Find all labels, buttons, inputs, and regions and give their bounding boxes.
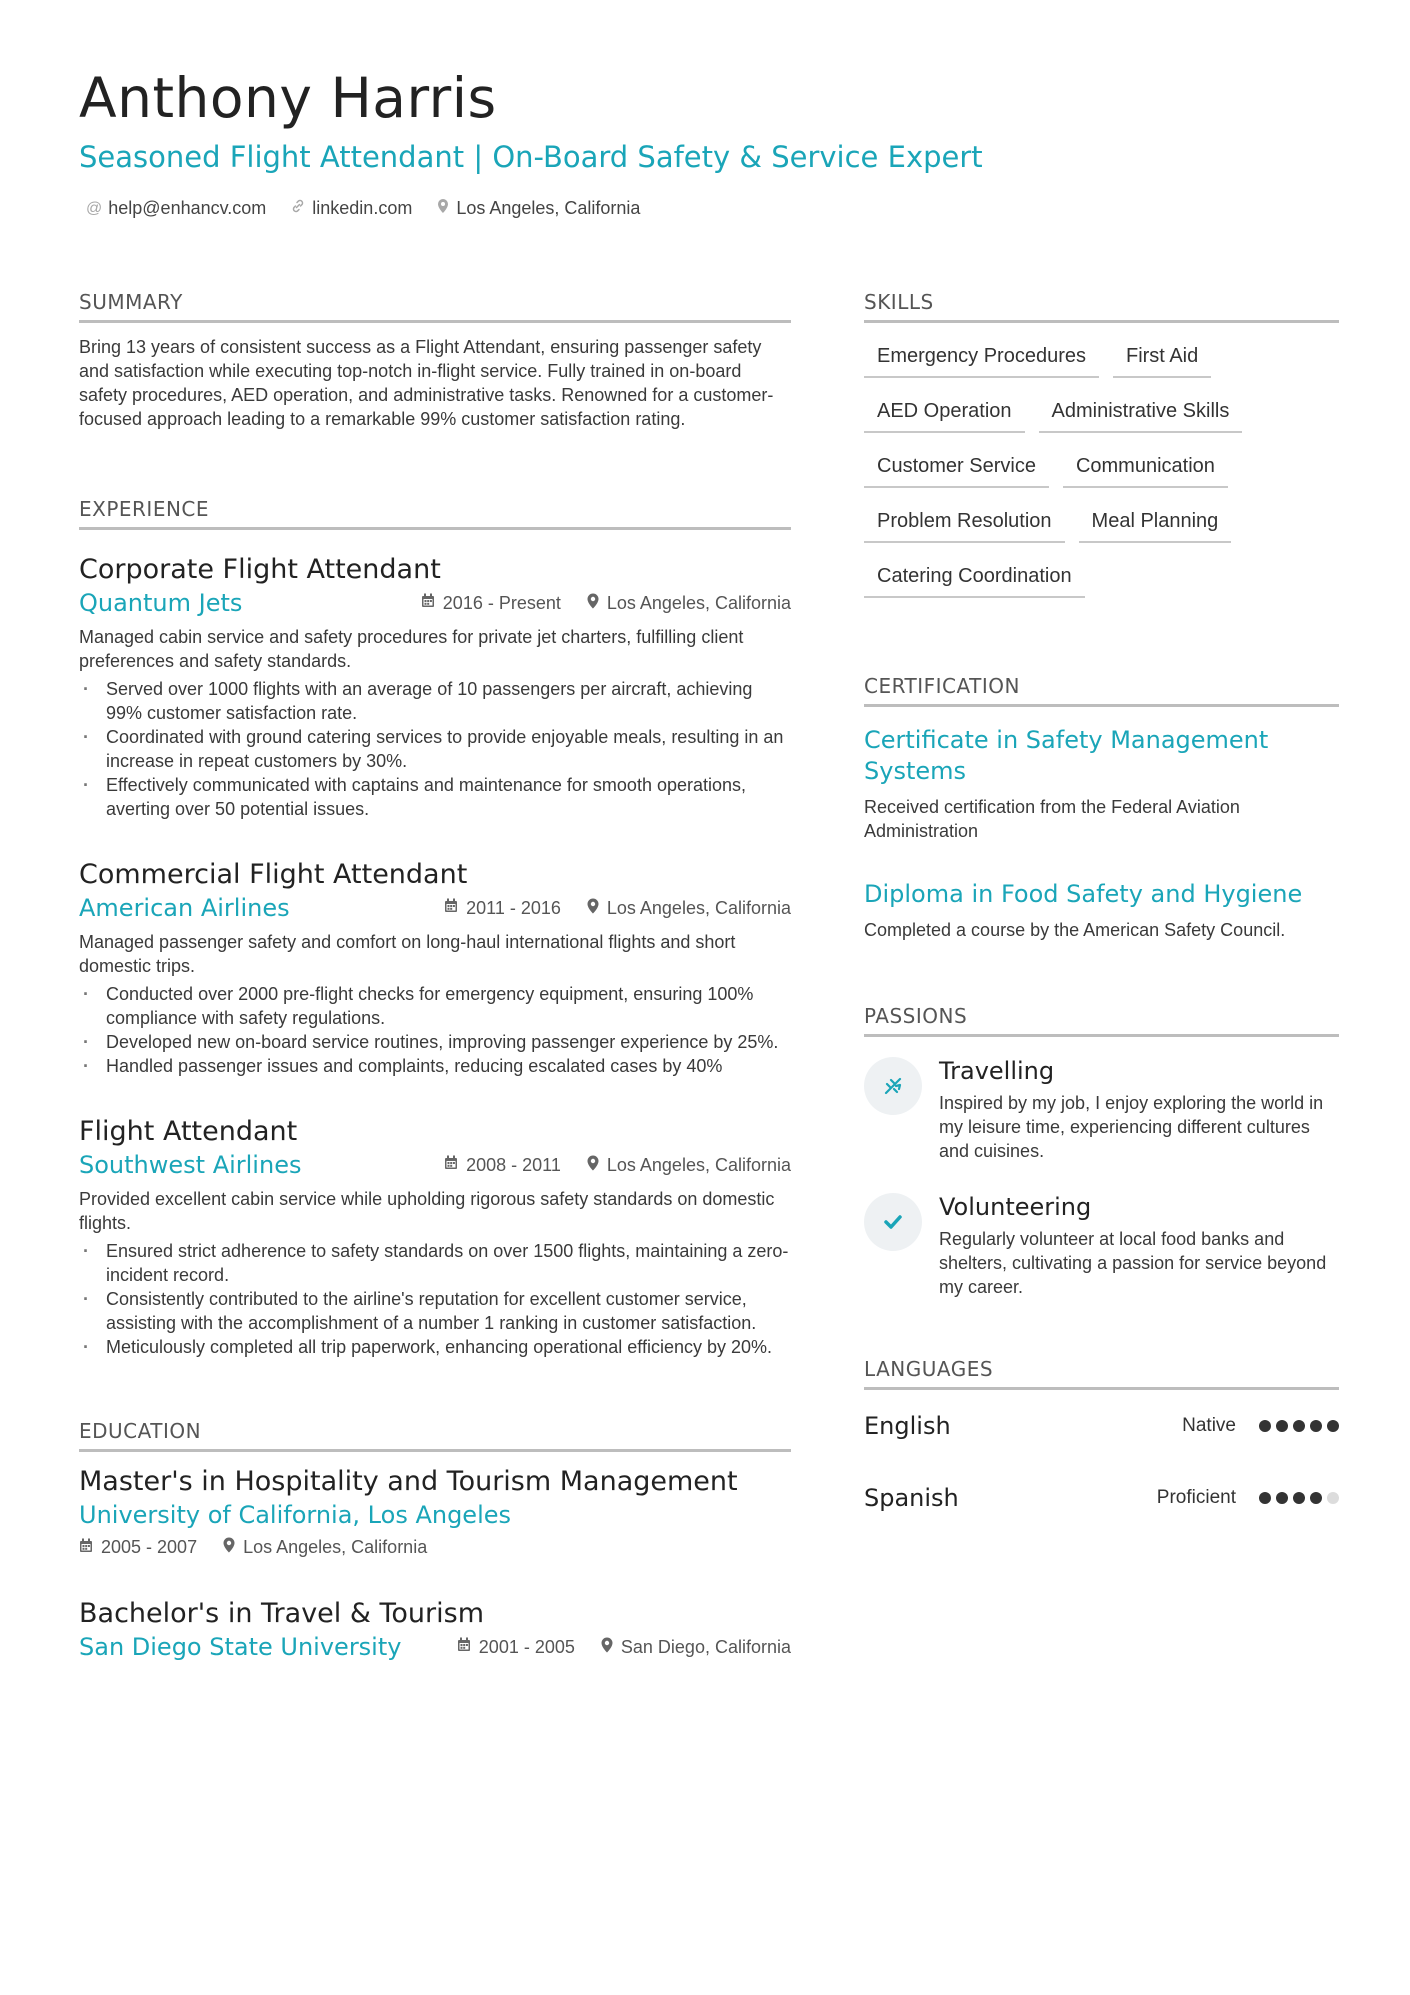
job-location: Los Angeles, California: [606, 1154, 791, 1175]
job-dates: 2016 - Present: [442, 592, 561, 613]
skill-tag: Customer Service: [864, 445, 1049, 488]
skill-tag: Problem Resolution: [864, 500, 1065, 543]
link-icon: [290, 198, 306, 219]
certification-title: Certificate in Safety Management Systems: [864, 726, 1269, 785]
job-entry: [79, 1116, 791, 1359]
certification-heading: CERTIFICATION: [864, 674, 1339, 707]
bullet-item: · Conducted over 2000 pre-flight checks for emergency equipment, ensuring 100% compliance with safety regulations.: [79, 982, 791, 1030]
certification-description: Received certification from the Federal Aviation Administration: [864, 797, 1240, 841]
language-rating: [1254, 1420, 1339, 1432]
education-heading: EDUCATION: [79, 1419, 791, 1452]
skill-tag: First Aid: [1113, 335, 1211, 378]
certification-description: Completed a course by the American Safety Council.: [864, 920, 1286, 940]
summary-section: [79, 290, 791, 431]
job-title: Corporate Flight Attendant: [79, 554, 441, 585]
calendar-icon: [444, 1155, 458, 1175]
job-entry: [79, 859, 791, 1078]
education-section: [79, 1419, 791, 1661]
bullet-item: · Ensured strict adherence to safety standards on over 1500 flights, maintaining a zero-incident record.: [79, 1239, 791, 1287]
job-bullets: [79, 982, 791, 1078]
skill-tag: Communication: [1063, 445, 1228, 488]
degree-title: Master's in Hospitality and Tourism Management: [79, 1466, 738, 1497]
contact-location: [436, 198, 640, 219]
bullet-item: · Consistently contributed to the airline's reputation for excellent customer service, assisting with the accomplishment of a number 1 ranking in customer satisfaction.: [79, 1287, 791, 1335]
passions-heading: PASSIONS: [864, 1004, 1339, 1037]
job-location: Los Angeles, California: [606, 592, 791, 613]
job-entry: [79, 554, 791, 821]
school-name: San Diego State University: [79, 1633, 402, 1661]
rating-dot-filled: [1276, 1492, 1288, 1504]
education-entry: [79, 1598, 791, 1661]
job-title: Flight Attendant: [79, 1116, 298, 1147]
certification-section: [864, 674, 1339, 942]
passion-description: Inspired by my job, I enjoy exploring the world in my leisure time, experiencing different cultures and cuisines.: [939, 1093, 1324, 1161]
language-level: Native: [1182, 1415, 1236, 1436]
rating-dot-empty: [1327, 1492, 1339, 1504]
language-entry: [864, 1484, 1339, 1512]
company-name: American Airlines: [79, 894, 290, 922]
right-column: [864, 290, 1339, 1512]
summary-heading: SUMMARY: [79, 290, 791, 323]
job-location: Los Angeles, California: [606, 897, 791, 918]
job-title: Commercial Flight Attendant: [79, 859, 468, 890]
linkedin-text: linkedin.com: [312, 198, 413, 218]
skills-list: [864, 335, 1339, 610]
skill-tag: Administrative Skills: [1039, 390, 1243, 433]
location-pin-icon: [587, 1155, 599, 1176]
education-dates: 2001 - 2005: [478, 1636, 575, 1657]
passion-title: Travelling: [939, 1057, 1055, 1085]
passion-entry: [864, 1193, 1339, 1299]
skills-heading: SKILLS: [864, 290, 1339, 323]
certification-entry: [864, 725, 1339, 843]
rating-dot-filled: [1293, 1420, 1305, 1432]
company-name: Southwest Airlines: [79, 1151, 302, 1179]
passion-entry: [864, 1057, 1339, 1163]
job-description: Managed passenger safety and comfort on long-haul international flights and short domestic trips.: [79, 932, 736, 976]
job-description: Managed cabin service and safety procedures for private jet charters, fulfilling client preferences and safety standards.: [79, 627, 744, 671]
summary-text: Bring 13 years of consistent success as a Flight Attendant, ensuring passenger safety and satisfaction while executing top-notch in-flight service. Fully trained in on-board safety procedures, AED operation, and administrative tasks. Renowned for a customer-focused approach leading to a remarkable 99% customer satisfaction rating.: [79, 337, 774, 429]
skill-tag: Emergency Procedures: [864, 335, 1099, 378]
skill-tag: Meal Planning: [1079, 500, 1232, 543]
candidate-tagline: Seasoned Flight Attendant | On-Board Safety & Service Expert: [79, 140, 983, 174]
language-name: Spanish: [864, 1484, 959, 1512]
plane-icon: [864, 1057, 922, 1115]
school-name: University of California, Los Angeles: [79, 1501, 512, 1529]
languages-heading: LANGUAGES: [864, 1357, 1339, 1390]
calendar-icon: [79, 1538, 93, 1558]
language-rating: [1254, 1492, 1339, 1504]
certification-title: Diploma in Food Safety and Hygiene: [864, 880, 1303, 908]
contact-linkedin[interactable]: [290, 198, 412, 219]
bullet-item: · Meticulously completed all trip paperwork, enhancing operational efficiency by 20%.: [79, 1335, 791, 1359]
bullet-item: · Served over 1000 flights with an average of 10 passengers per aircraft, achieving 99% customer satisfaction rate.: [79, 677, 791, 725]
location-text: Los Angeles, California: [456, 198, 641, 218]
location-pin-icon: [223, 1537, 235, 1558]
passions-section: [864, 1004, 1339, 1299]
rating-dot-filled: [1310, 1420, 1322, 1432]
skill-tag: AED Operation: [864, 390, 1025, 433]
language-entry: [864, 1412, 1339, 1440]
calendar-icon: [444, 898, 458, 918]
bullet-item: · Coordinated with ground catering services to provide enjoyable meals, resulting in an increase in repeat customers by 30%.: [79, 725, 791, 773]
left-column: [79, 290, 791, 1661]
calendar-icon: [457, 1637, 471, 1657]
rating-dot-filled: [1259, 1420, 1271, 1432]
rating-dot-filled: [1327, 1420, 1339, 1432]
education-entry: [79, 1466, 791, 1558]
education-location: San Diego, California: [620, 1636, 791, 1657]
language-name: English: [864, 1412, 951, 1440]
contact-email[interactable]: [86, 198, 266, 219]
candidate-name: Anthony Harris: [79, 66, 497, 130]
location-pin-icon: [436, 198, 450, 219]
job-bullets: [79, 1239, 791, 1359]
skill-tag: Catering Coordination: [864, 555, 1085, 598]
job-dates: 2008 - 2011: [466, 1154, 561, 1175]
rating-dot-filled: [1293, 1492, 1305, 1504]
education-dates: 2005 - 2007: [101, 1537, 198, 1557]
skills-section: [864, 290, 1339, 610]
calendar-icon: [421, 593, 435, 613]
rating-dot-filled: [1259, 1492, 1271, 1504]
job-bullets: [79, 677, 791, 821]
contact-bar: [86, 198, 664, 219]
rating-dot-filled: [1310, 1492, 1322, 1504]
degree-title: Bachelor's in Travel & Tourism: [79, 1598, 485, 1629]
check-icon: [864, 1193, 922, 1251]
languages-section: [864, 1357, 1339, 1512]
language-level: Proficient: [1156, 1487, 1236, 1508]
certification-entry: [864, 879, 1339, 942]
job-dates: 2011 - 2016: [466, 897, 561, 918]
email-text: help@enhancv.com: [108, 198, 267, 218]
location-pin-icon: [587, 593, 599, 614]
passion-title: Volunteering: [939, 1193, 1092, 1221]
experience-heading: EXPERIENCE: [79, 497, 791, 530]
bullet-item: · Developed new on-board service routines, improving passenger experience by 25%.: [79, 1030, 791, 1054]
job-description: Provided excellent cabin service while upholding rigorous safety standards on domestic flights.: [79, 1189, 775, 1233]
location-pin-icon: [601, 1637, 613, 1658]
location-pin-icon: [587, 898, 599, 919]
company-name: Quantum Jets: [79, 589, 243, 617]
at-icon: @: [86, 199, 103, 217]
education-location: Los Angeles, California: [243, 1537, 428, 1557]
passion-description: Regularly volunteer at local food banks and shelters, cultivating a passion for service beyond my career.: [939, 1229, 1327, 1297]
bullet-item: · Effectively communicated with captains and maintenance for smooth operations, averting over 50 potential issues.: [79, 773, 791, 821]
rating-dot-filled: [1276, 1420, 1288, 1432]
bullet-item: · Handled passenger issues and complaints, reducing escalated cases by 40%: [79, 1054, 791, 1078]
experience-section: [79, 497, 791, 1359]
